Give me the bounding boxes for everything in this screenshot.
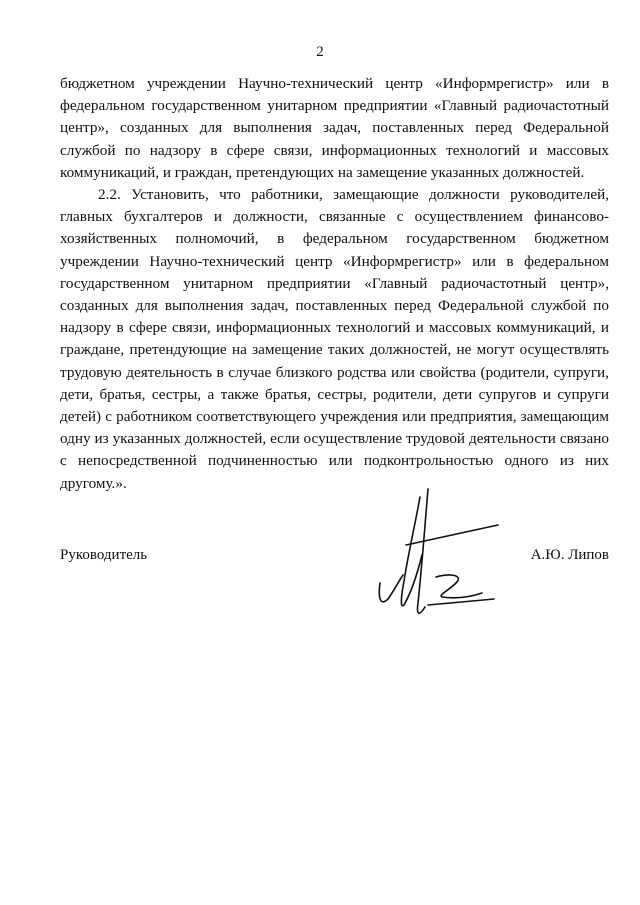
document-body xyxy=(60,73,609,495)
signatory-name: А.Ю. Липов xyxy=(530,547,609,563)
page-number: 2 xyxy=(316,44,324,60)
paragraph-2-2: 2.2. Установить, что работники, замещающие должности руководителей, главных бухгалтеров и должности, связанные с осуществлением финансово-хозяйственных полномочий, в федеральном государственном бюджетном учреждении Научно-технический центр «Информрегистр» или в федеральном государственном унитарном предприятии «Главный радиочастотный центр», созданных для выполнения задач, поставленных перед Федеральной службой по надзору в сфере связи, информационных технологий и массовых коммуникаций, и граждане, претендующие на замещение таких должностей, не могут осуществлять трудовую деятельность в случае близкого родства или свойства (родители, супруги, дети, братья, сестры, а также братья, сестры, родители, дети супругов и супруги детей) с работником соответствующего учреждения или предприятия, замещающим одну из указанных должностей, если осуществление трудовой деятельности связано с непосредственной подчиненностью или подконтрольностью одного из них другому.». xyxy=(60,186,609,492)
signatory-title: Руководитель xyxy=(60,547,148,563)
handwritten-signature xyxy=(370,485,500,630)
paragraph-continuation: бюджетном учреждении Научно-технический центр «Информрегистр» или в федеральном государственном унитарном предприятии «Главный радиочастотный центр», созданных для выполнения задач, поставленных перед Федеральной службой по надзору в сфере связи, информационных технологий и массовых коммуникаций, и граждан, претендующих на замещение указанных должностей. xyxy=(60,75,609,181)
